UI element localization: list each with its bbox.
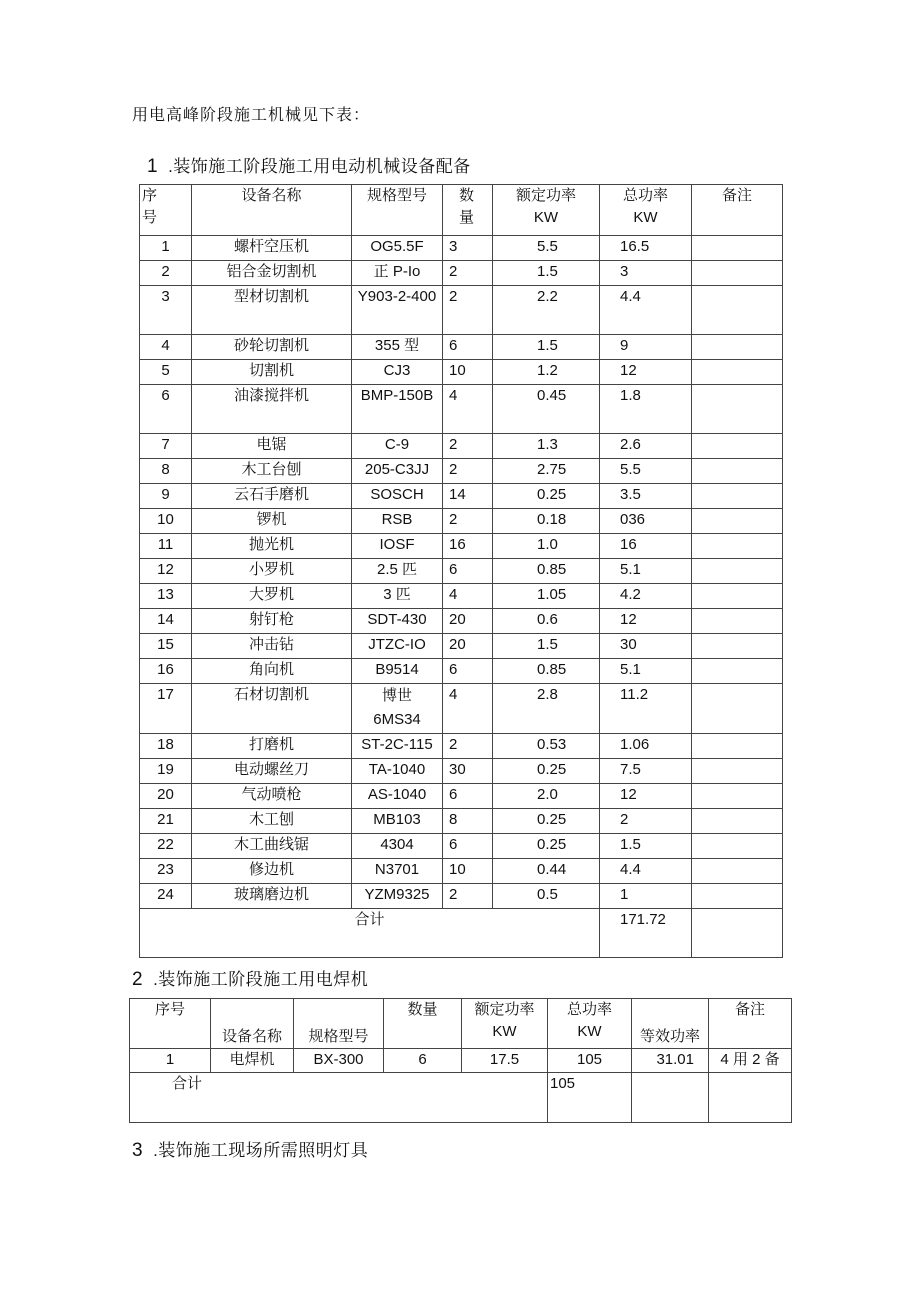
header-remark: 备注 — [692, 185, 783, 236]
row-qty: 20 — [443, 634, 493, 659]
t2-total-equiv — [632, 1073, 709, 1123]
row-total-power: 3 — [600, 261, 692, 286]
row-remark — [692, 509, 783, 534]
row-remark — [692, 385, 783, 434]
table-row — [140, 236, 783, 261]
row-total-power: 036 — [600, 509, 692, 534]
row-qty: 2 — [443, 261, 493, 286]
row-name: 修边机 — [192, 859, 352, 884]
row-rated-power: 0.5 — [493, 884, 600, 909]
row-rated-power: 1.3 — [493, 434, 600, 459]
table-row — [140, 784, 783, 809]
row-model: SDT-430 — [352, 609, 443, 634]
row-qty: 14 — [443, 484, 493, 509]
row-qty: 10 — [443, 859, 493, 884]
row-model: OG5.5F — [352, 236, 443, 261]
row-name: 型材切割机 — [192, 286, 352, 335]
row-seq: 10 — [140, 509, 192, 534]
row-seq: 1 — [140, 236, 192, 261]
t2-row-equiv: 31.01 — [632, 1049, 709, 1073]
row-total-power: 1 — [600, 884, 692, 909]
row-seq: 8 — [140, 459, 192, 484]
row-name: 木工曲线锯 — [192, 834, 352, 859]
table-row — [140, 734, 783, 759]
t2-header-remark: 备注 — [709, 999, 792, 1049]
table-row — [140, 484, 783, 509]
row-total-power: 12 — [600, 360, 692, 385]
row-remark — [692, 734, 783, 759]
row-rated-power: 0.6 — [493, 609, 600, 634]
row-total-power: 7.5 — [600, 759, 692, 784]
row-name: 切割机 — [192, 360, 352, 385]
row-total-power: 1.5 — [600, 834, 692, 859]
row-total-power: 1.8 — [600, 385, 692, 434]
total-remark — [692, 909, 783, 958]
t2-header-rated-power-unit: KW — [492, 1023, 517, 1040]
row-rated-power: 0.53 — [493, 734, 600, 759]
row-remark — [692, 609, 783, 634]
row-model: ST-2C-115 — [352, 734, 443, 759]
total-label: 合计 — [140, 909, 600, 958]
row-qty: 6 — [443, 335, 493, 360]
row-rated-power: 1.5 — [493, 261, 600, 286]
row-seq: 17 — [140, 684, 192, 734]
row-name: 抛光机 — [192, 534, 352, 559]
header-qty: 数量 — [443, 185, 493, 236]
row-total-power: 5.5 — [600, 459, 692, 484]
row-model: N3701 — [352, 859, 443, 884]
row-remark — [692, 286, 783, 335]
table-row — [140, 459, 783, 484]
row-rated-power: 0.25 — [493, 809, 600, 834]
header-name: 设备名称 — [192, 185, 352, 236]
row-rated-power: 0.85 — [493, 559, 600, 584]
header-rated-power-unit: KW — [533, 209, 559, 226]
table-row — [140, 360, 783, 385]
t2-row-power: 17.5 — [462, 1049, 548, 1073]
row-name: 云石手磨机 — [192, 484, 352, 509]
row-seq: 24 — [140, 884, 192, 909]
row-name: 木工台刨 — [192, 459, 352, 484]
row-remark — [692, 759, 783, 784]
row-rated-power: 1.5 — [493, 634, 600, 659]
row-model: 正 P-Io — [352, 261, 443, 286]
t2-row-remark: 4 用 2 备 — [709, 1049, 792, 1073]
row-total-power: 5.1 — [600, 559, 692, 584]
row-name: 大罗机 — [192, 584, 352, 609]
row-remark — [692, 584, 783, 609]
row-total-power: 2.6 — [600, 434, 692, 459]
t2-header-rated-power — [462, 999, 548, 1049]
row-total-power: 9 — [600, 335, 692, 360]
table-row — [140, 385, 783, 434]
section-2-heading — [132, 965, 368, 991]
row-remark — [692, 859, 783, 884]
row-total-power: 3.5 — [600, 484, 692, 509]
t2-header-rated-power-label: 额定功率 — [474, 1001, 535, 1018]
row-model: JTZC-IO — [352, 634, 443, 659]
row-model: CJ3 — [352, 360, 443, 385]
row-rated-power: 0.85 — [493, 659, 600, 684]
row-rated-power: 0.45 — [493, 385, 600, 434]
row-model: YZM9325 — [352, 884, 443, 909]
t2-row-model: BX-300 — [294, 1049, 384, 1073]
table-row — [140, 884, 783, 909]
row-total-power: 4.4 — [600, 859, 692, 884]
row-name: 砂轮切割机 — [192, 335, 352, 360]
row-qty: 2 — [443, 286, 493, 335]
row-model: AS-1040 — [352, 784, 443, 809]
row-seq: 3 — [140, 286, 192, 335]
row-rated-power: 0.25 — [493, 484, 600, 509]
row-remark — [692, 559, 783, 584]
row-qty: 10 — [443, 360, 493, 385]
row-qty: 4 — [443, 385, 493, 434]
row-qty: 4 — [443, 584, 493, 609]
t2-row-name: 电焊机 — [211, 1049, 294, 1073]
row-qty: 2 — [443, 884, 493, 909]
header-rated-power-label: 额定功率 — [515, 187, 576, 204]
table-row — [140, 434, 783, 459]
row-total-power: 16.5 — [600, 236, 692, 261]
row-rated-power: 0.25 — [493, 759, 600, 784]
row-total-power: 5.1 — [600, 659, 692, 684]
table-row — [140, 834, 783, 859]
row-qty: 30 — [443, 759, 493, 784]
row-seq: 13 — [140, 584, 192, 609]
row-qty: 2 — [443, 509, 493, 534]
section-1-title: .装饰施工阶段施工用电动机械设备配备 — [168, 157, 471, 176]
row-remark — [692, 884, 783, 909]
row-remark — [692, 261, 783, 286]
row-qty: 6 — [443, 559, 493, 584]
row-qty: 2 — [443, 734, 493, 759]
row-seq: 18 — [140, 734, 192, 759]
row-rated-power: 5.5 — [493, 236, 600, 261]
row-model: 355 型 — [352, 335, 443, 360]
row-seq: 20 — [140, 784, 192, 809]
row-name: 电动螺丝刀 — [192, 759, 352, 784]
row-rated-power: 1.05 — [493, 584, 600, 609]
table-row — [140, 609, 783, 634]
row-name: 小罗机 — [192, 559, 352, 584]
row-model: B9514 — [352, 659, 443, 684]
row-total-power: 1.06 — [600, 734, 692, 759]
row-seq: 16 — [140, 659, 192, 684]
row-seq: 6 — [140, 385, 192, 434]
equipment-table — [139, 184, 783, 958]
row-rated-power: 0.18 — [493, 509, 600, 534]
section-3-number: 3 — [132, 1140, 144, 1161]
total-value: 171.72 — [600, 909, 692, 958]
row-seq: 4 — [140, 335, 192, 360]
row-rated-power: 2.75 — [493, 459, 600, 484]
row-rated-power: 2.2 — [493, 286, 600, 335]
t2-header-model: 规格型号 — [294, 999, 384, 1049]
section-2-number: 2 — [132, 969, 144, 990]
row-name: 油漆搅拌机 — [192, 385, 352, 434]
row-rated-power: 1.5 — [493, 335, 600, 360]
row-qty: 2 — [443, 434, 493, 459]
row-total-power: 11.2 — [600, 684, 692, 734]
t2-header-equiv-power: 等效功率 — [632, 999, 709, 1049]
row-rated-power: 1.2 — [493, 360, 600, 385]
welder-table — [129, 998, 792, 1123]
table-row — [140, 634, 783, 659]
table-row — [140, 659, 783, 684]
row-model: SOSCH — [352, 484, 443, 509]
row-remark — [692, 809, 783, 834]
row-model: C-9 — [352, 434, 443, 459]
row-remark — [692, 684, 783, 734]
row-remark — [692, 484, 783, 509]
header-seq: 序号 — [140, 185, 192, 236]
row-model: TA-1040 — [352, 759, 443, 784]
section-2-title: .装饰施工阶段施工用电焊机 — [153, 970, 369, 989]
header-rated-power — [493, 185, 600, 236]
row-remark — [692, 434, 783, 459]
t2-header-total-power-label: 总功率 — [566, 1001, 612, 1018]
t2-header-seq: 序号 — [130, 999, 211, 1049]
row-total-power: 4.4 — [600, 286, 692, 335]
row-remark — [692, 784, 783, 809]
t2-header-total-power-unit: KW — [577, 1023, 602, 1040]
row-model: 2.5 匹 — [352, 559, 443, 584]
table-row — [140, 509, 783, 534]
row-model: Y903-2-400 — [352, 286, 443, 335]
row-seq: 12 — [140, 559, 192, 584]
table-row — [140, 286, 783, 335]
row-remark — [692, 634, 783, 659]
row-model: 博世 6MS34 — [352, 684, 443, 734]
row-name: 木工刨 — [192, 809, 352, 834]
row-qty: 16 — [443, 534, 493, 559]
row-model: IOSF — [352, 534, 443, 559]
row-model: 205-C3JJ — [352, 459, 443, 484]
header-total-power-unit: KW — [633, 209, 658, 226]
row-remark — [692, 534, 783, 559]
table-row — [140, 809, 783, 834]
row-model: MB103 — [352, 809, 443, 834]
row-total-power: 12 — [600, 609, 692, 634]
row-remark — [692, 360, 783, 385]
table-row — [140, 584, 783, 609]
row-name: 电锯 — [192, 434, 352, 459]
row-qty: 20 — [443, 609, 493, 634]
header-total-power-label: 总功率 — [622, 187, 668, 204]
t2-header-qty: 数量 — [384, 999, 462, 1049]
row-total-power: 30 — [600, 634, 692, 659]
section-1-heading — [147, 152, 471, 178]
row-qty: 6 — [443, 784, 493, 809]
t2-header-name: 设备名称 — [211, 999, 294, 1049]
row-remark — [692, 834, 783, 859]
t2-row-total: 105 — [548, 1049, 632, 1073]
row-qty: 6 — [443, 834, 493, 859]
row-total-power: 12 — [600, 784, 692, 809]
t2-header-total-power — [548, 999, 632, 1049]
row-name: 铝合金切割机 — [192, 261, 352, 286]
row-name: 玻璃磨边机 — [192, 884, 352, 909]
t2-total-value: 105 — [548, 1073, 632, 1123]
row-qty: 4 — [443, 684, 493, 734]
row-seq: 19 — [140, 759, 192, 784]
row-seq: 15 — [140, 634, 192, 659]
section-3-heading — [132, 1136, 368, 1162]
row-name: 射钉枪 — [192, 609, 352, 634]
row-model: BMP-150B — [352, 385, 443, 434]
t2-total-label: 合计 — [130, 1073, 548, 1123]
row-model: 3 匹 — [352, 584, 443, 609]
row-remark — [692, 459, 783, 484]
row-remark — [692, 236, 783, 261]
row-seq: 2 — [140, 261, 192, 286]
table-row — [140, 335, 783, 360]
row-rated-power: 2.8 — [493, 684, 600, 734]
table-row — [140, 684, 783, 734]
row-qty: 6 — [443, 659, 493, 684]
row-seq: 23 — [140, 859, 192, 884]
row-model: 4304 — [352, 834, 443, 859]
row-seq: 9 — [140, 484, 192, 509]
equipment-table-body — [140, 236, 783, 909]
table-row — [140, 534, 783, 559]
row-name: 螺杆空压机 — [192, 236, 352, 261]
row-total-power: 4.2 — [600, 584, 692, 609]
row-remark — [692, 659, 783, 684]
row-seq: 22 — [140, 834, 192, 859]
row-qty: 8 — [443, 809, 493, 834]
row-total-power: 16 — [600, 534, 692, 559]
row-name: 冲击钻 — [192, 634, 352, 659]
row-rated-power: 0.44 — [493, 859, 600, 884]
row-name: 气动喷枪 — [192, 784, 352, 809]
row-qty: 2 — [443, 459, 493, 484]
header-total-power — [600, 185, 692, 236]
t2-row-seq: 1 — [130, 1049, 211, 1073]
row-seq: 5 — [140, 360, 192, 385]
row-seq: 11 — [140, 534, 192, 559]
row-seq: 14 — [140, 609, 192, 634]
section-1-number: 1 — [147, 156, 159, 177]
row-rated-power: 0.25 — [493, 834, 600, 859]
intro-text: 用电高峰阶段施工机械见下表： — [132, 107, 371, 124]
row-rated-power: 1.0 — [493, 534, 600, 559]
row-remark — [692, 335, 783, 360]
row-name: 石材切割机 — [192, 684, 352, 734]
row-name: 角向机 — [192, 659, 352, 684]
row-model: RSB — [352, 509, 443, 534]
table-row — [140, 559, 783, 584]
row-name: 锣机 — [192, 509, 352, 534]
row-qty: 3 — [443, 236, 493, 261]
t2-row-qty: 6 — [384, 1049, 462, 1073]
row-name: 打磨机 — [192, 734, 352, 759]
header-model: 规格型号 — [352, 185, 443, 236]
row-total-power: 2 — [600, 809, 692, 834]
table-row — [140, 759, 783, 784]
table-row — [140, 859, 783, 884]
row-rated-power: 2.0 — [493, 784, 600, 809]
t2-total-remark — [709, 1073, 792, 1123]
row-seq: 21 — [140, 809, 192, 834]
table-row — [140, 261, 783, 286]
section-3-title: .装饰施工现场所需照明灯具 — [153, 1141, 369, 1160]
row-seq: 7 — [140, 434, 192, 459]
